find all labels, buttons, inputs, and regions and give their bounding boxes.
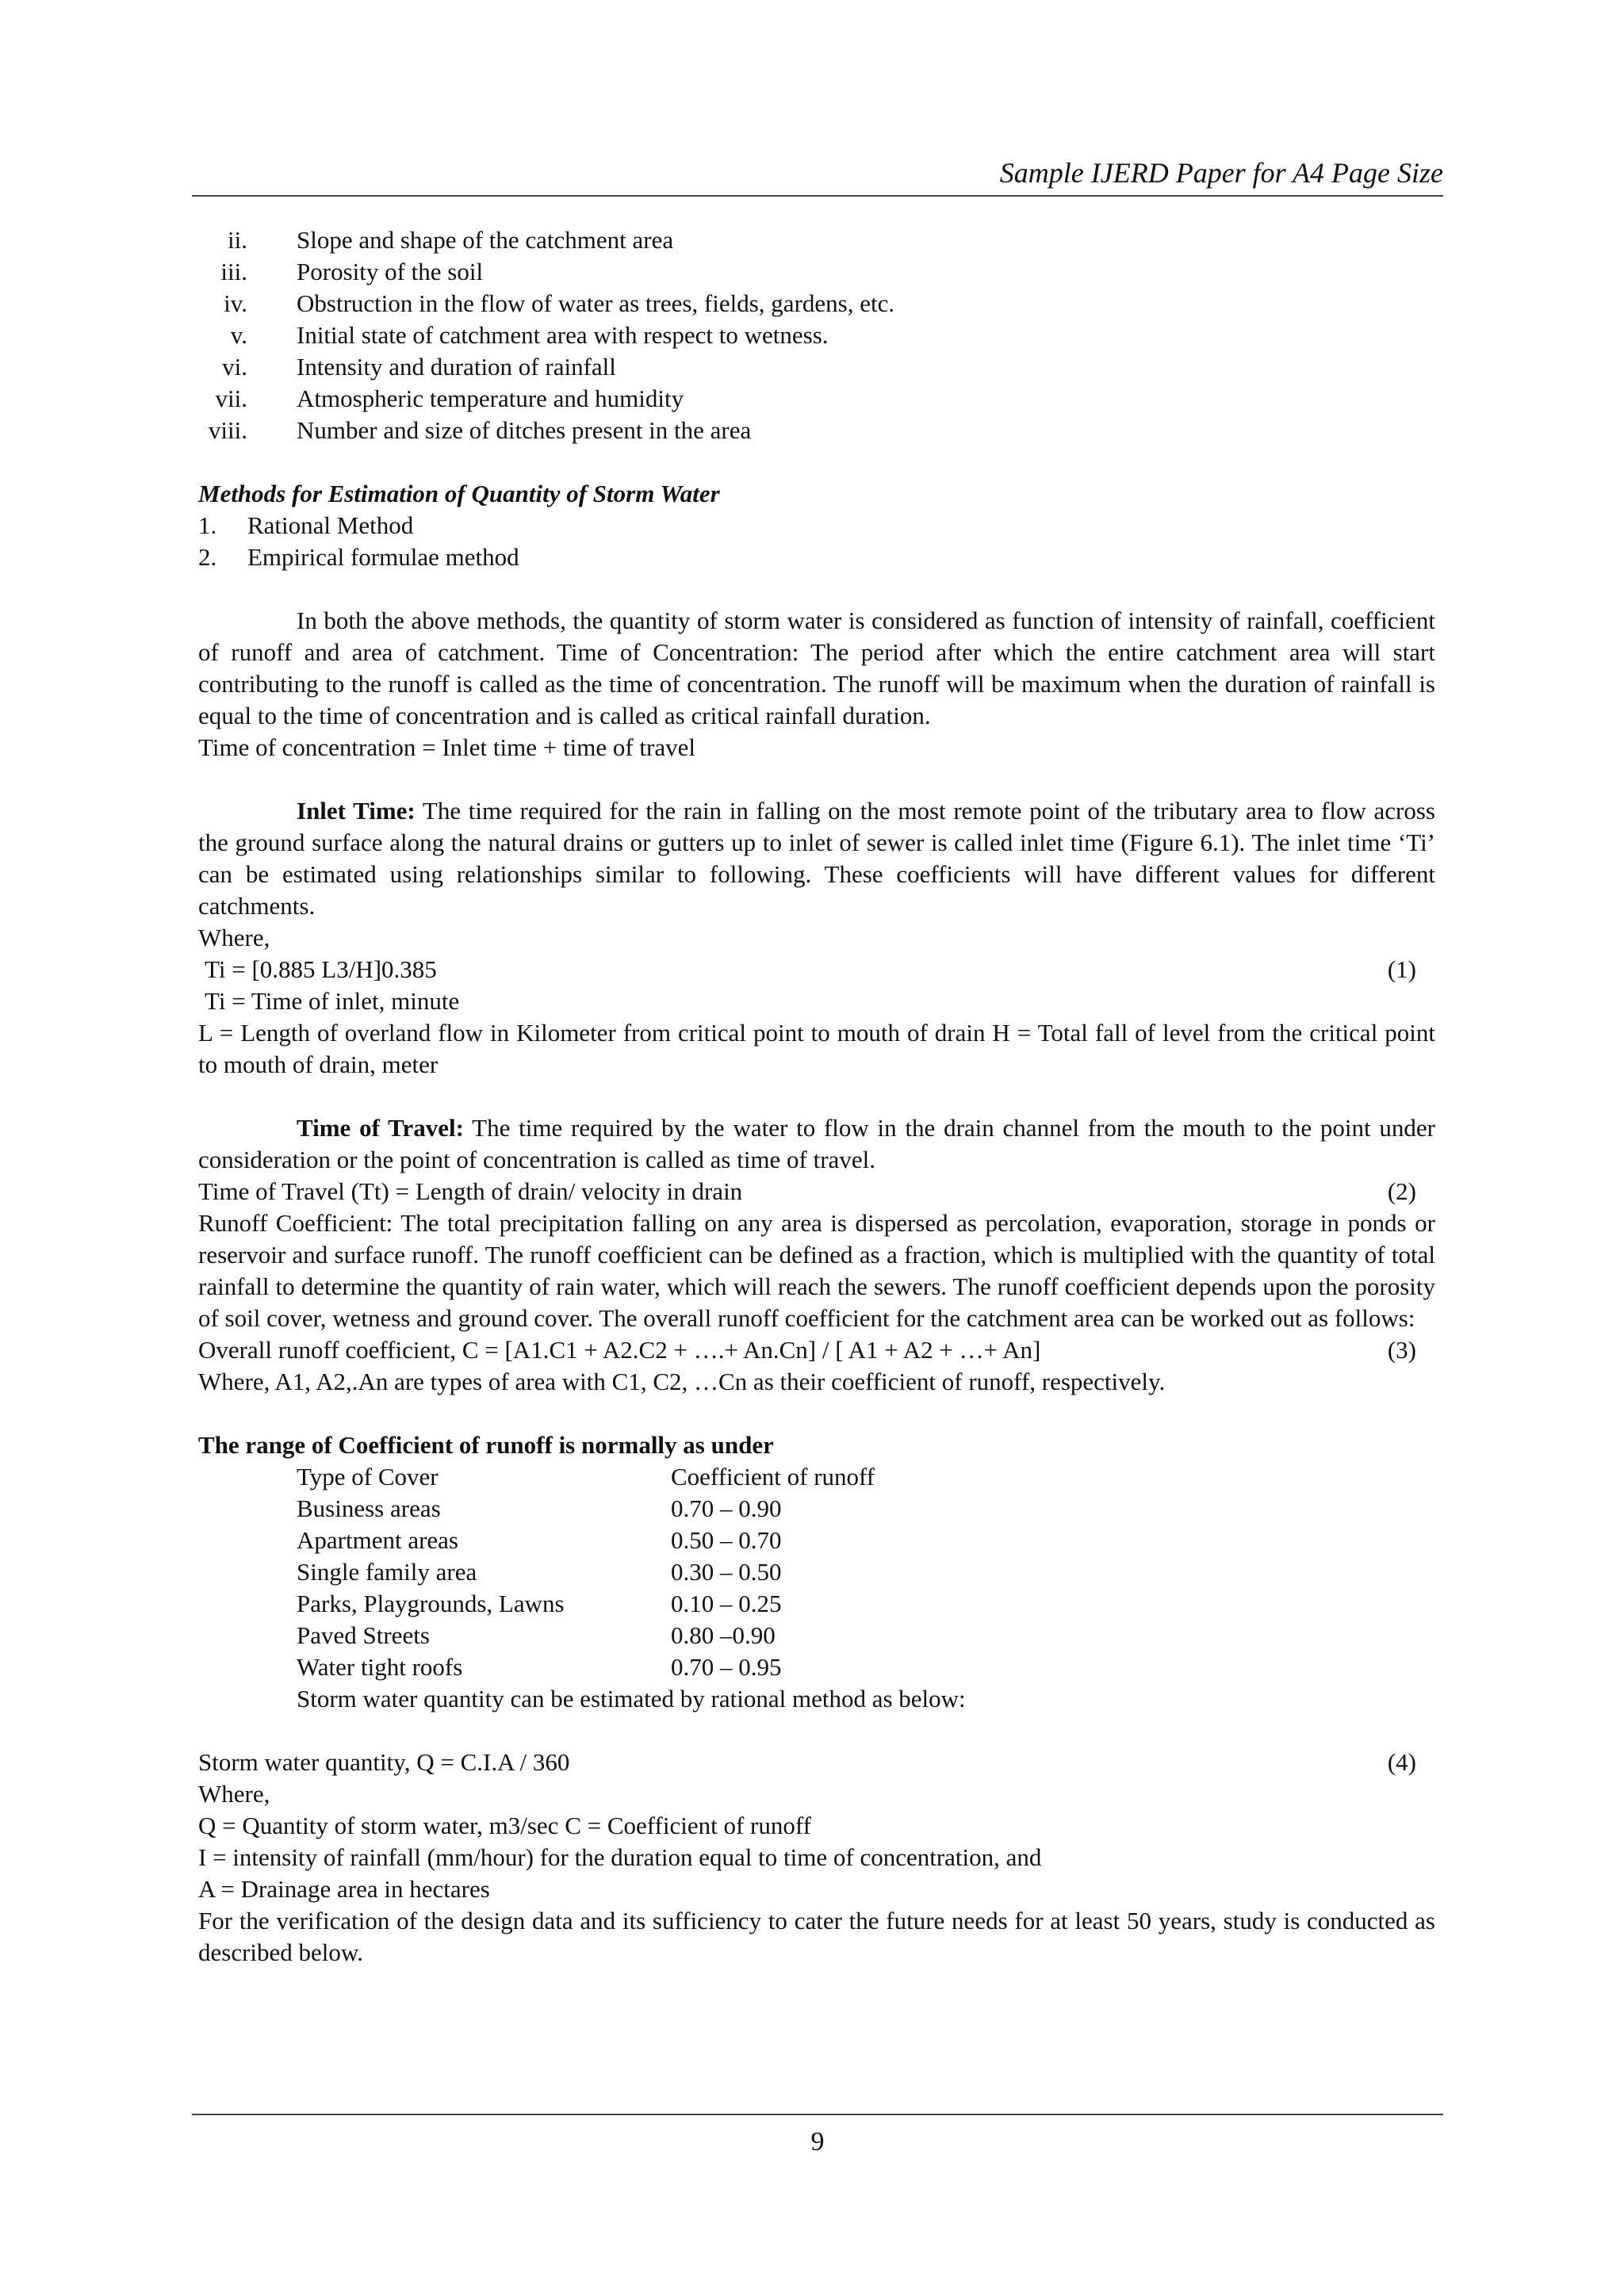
spacer [198, 1398, 1435, 1429]
page-number: 9 [810, 2127, 825, 2156]
equation-3: Overall runoff coefficient, C = [A1.C1 + A2.C2 + ….+ An.Cn] / [ A1 + A2 + …+ An] (3) [198, 1336, 1416, 1364]
header-rule [192, 195, 1443, 197]
definition-ti: Ti = Time of inlet, minute [205, 987, 460, 1015]
table-row [297, 1556, 875, 1588]
table-cell: Water tight roofs [297, 1653, 463, 1681]
definition-i: I = intensity of rainfall (mm/hour) for the duration equal to time of concentration, and [198, 1843, 1042, 1871]
list-item: vii. Atmospheric temperature and humidity [215, 385, 684, 412]
table-header-row [297, 1461, 875, 1493]
table-header-cell: Type of Cover [297, 1463, 439, 1490]
rational-method-intro: Storm water quantity can be estimated by rational method as below: [297, 1685, 966, 1712]
methods-heading: Methods for Estimation of Quantity of Storm Water [198, 480, 720, 507]
time-concentration-line: Time of concentration = Inlet time + time of travel [198, 733, 695, 761]
equation-2: Time of Travel (Tt) = Length of drain/ velocity in drain (2) [198, 1177, 1416, 1205]
closing-paragraph: For the verification of the design data and its sufficiency to cater the future needs for at least 50 years, study is conducted as described below. [198, 1907, 1435, 1966]
running-header: Sample IJERD Paper for A4 Page Size [999, 157, 1443, 189]
list-item: iv. Obstruction in the flow of water as trees, fields, gardens, etc. [224, 289, 895, 317]
table-row [297, 1620, 875, 1651]
where-areas: Where, A1, A2,.An are types of area with C1, C2, …Cn as their coefficient of runoff, respectively. [198, 1368, 1166, 1395]
inlet-time-paragraph: Inlet Time: The time required for the rain in falling on the most remote point of the tributary area to flow across the ground surface along the natural drains or gutters up to inlet of sewer is called inlet time (Figure 6.1). The inlet time ‘Ti’ can be estimated using relationships similar to following. These coefficients will have different values for different catchments. [198, 797, 1435, 920]
where-label: Where, [198, 924, 270, 951]
coefficient-table [297, 1461, 875, 1683]
list-item: iii. Porosity of the soil [220, 258, 484, 285]
definition-a: A = Drainage area in hectares [198, 1875, 490, 1903]
list-item: viii. Number and size of ditches present in the area [208, 416, 752, 444]
table-cell: Apartment areas [297, 1526, 458, 1554]
table-row [297, 1651, 875, 1683]
table-cell: Parks, Playgrounds, Lawns [297, 1590, 565, 1617]
definition-l-h: L = Length of overland flow in Kilometer from critical point to mouth of drain H = Total fall of level from the critical point to mouth of drain, meter [198, 1019, 1435, 1078]
spacer [198, 446, 1435, 478]
footer-rule [192, 2114, 1443, 2115]
coefficient-table-heading: The range of Coefficient of runoff is normally as under [198, 1431, 774, 1459]
table-row [297, 1525, 875, 1556]
definition-q-c: Q = Quantity of storm water, m3/sec C = Coefficient of runoff [198, 1812, 811, 1839]
table-cell: Business areas [297, 1494, 441, 1522]
list-item: ii. Slope and shape of the catchment area [228, 226, 674, 254]
methods-paragraph: In both the above methods, the quantity of storm water is considered as function of intensity of rainfall, coefficient of runoff and area of catchment. Time of Concentration: The period after which the entire catchment area will start contributing to the runoff is called as the time of concentration. The runoff will be maximum when the duration of rainfall is equal to the time of concentration and is called as critical rainfall duration. [198, 607, 1435, 729]
table-row [297, 1588, 875, 1620]
table-cell: 0.70 – 0.95 [671, 1653, 782, 1681]
table-cell: Paved Streets [297, 1621, 430, 1649]
table-cell: 0.80 –0.90 [671, 1621, 776, 1649]
table-header-cell: Coefficient of runoff [671, 1463, 875, 1490]
equation-1: Ti = [0.885 L3/H]0.385 (1) [205, 955, 1416, 983]
equation-4: Storm water quantity, Q = C.I.A / 360 (4) [198, 1748, 1416, 1776]
body-text [198, 224, 1435, 1969]
table-cell: Single family area [297, 1558, 477, 1586]
inlet-time-label: Inlet Time: [297, 797, 416, 825]
table-cell: 0.10 – 0.25 [671, 1590, 782, 1617]
spacer [198, 573, 1435, 605]
time-of-travel-paragraph: Time of Travel: The time required by the water to flow in the drain channel from the mouth to the point under consideration or the point of concentration is called as time of travel. [198, 1114, 1435, 1173]
time-of-travel-label: Time of Travel: [297, 1114, 464, 1142]
runoff-coefficient-paragraph: Runoff Coefficient: The total precipitation falling on any area is dispersed as percolation, evaporation, storage in ponds or reservoir and surface runoff. The runoff coefficient can be defined as a fraction, which is multiplied with the quantity of total rainfall to determine the quantity of rain water, which will reach the sewers. The runoff coefficient depends upon the porosity of soil cover, wetness and ground cover. The overall runoff coefficient for the catchment area can be worked out as follows: [198, 1209, 1435, 1332]
factors-list [198, 224, 1435, 446]
spacer [198, 1715, 1435, 1747]
list-item: 1. Rational Method [198, 511, 414, 539]
table-row [297, 1493, 875, 1525]
table-cell: 0.70 – 0.90 [671, 1494, 782, 1522]
spacer [198, 763, 1435, 795]
table-cell: 0.50 – 0.70 [671, 1526, 782, 1554]
table-cell: 0.30 – 0.50 [671, 1558, 782, 1586]
where-label: Where, [198, 1780, 270, 1808]
list-item: vi. Intensity and duration of rainfall [222, 353, 616, 381]
spacer [198, 1081, 1435, 1112]
list-item: 2. Empirical formulae method [198, 543, 519, 571]
list-item: v. Initial state of catchment area with respect to wetness. [230, 321, 829, 349]
methods-list [198, 510, 1435, 573]
